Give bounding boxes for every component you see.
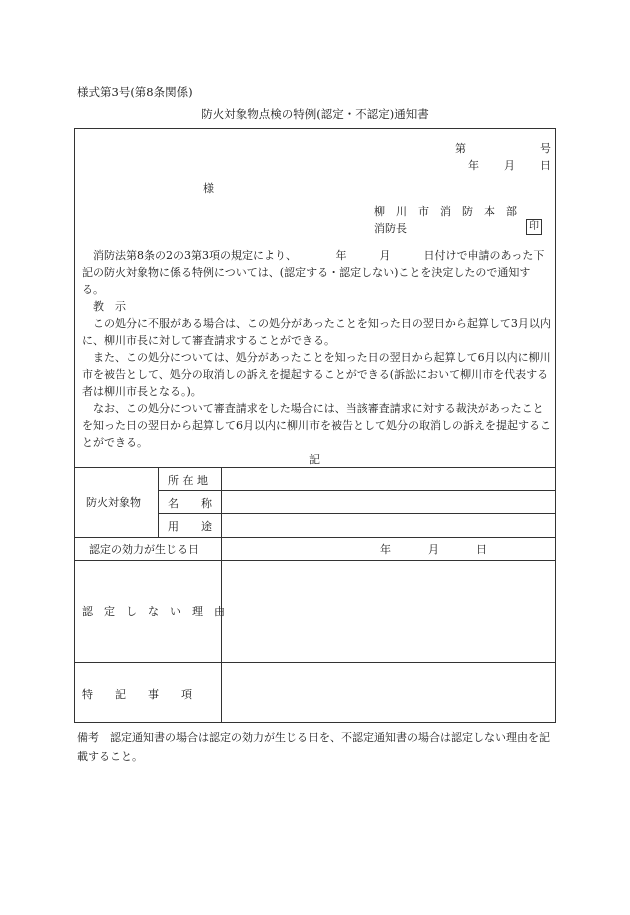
number-label-dai: 第	[455, 142, 466, 155]
fire-prevention-object-label: 防火対象物	[86, 496, 141, 509]
seal-mark: 印	[526, 219, 542, 235]
use-label: 用 途	[168, 520, 212, 533]
paragraph-after-review: なお、この処分について審査請求をした場合には、当該審査請求に対する裁決があったことを知った日の翌日から起算して6月以内に柳川市を被告として処分の取消しの訴えを提起することができる。	[82, 402, 551, 449]
instruction-heading: 教 示	[82, 300, 126, 313]
table-row-line	[158, 490, 556, 491]
date-month-label: 月	[504, 159, 515, 172]
record-heading: 記	[309, 453, 320, 466]
effective-day-label: 日	[476, 543, 487, 556]
table-top-line	[74, 467, 556, 468]
table-row-line	[158, 513, 556, 514]
addressee-suffix: 様	[203, 182, 214, 195]
table-row-line	[74, 662, 556, 663]
paragraph-review-request: この処分に不服がある場合は、この処分があったことを知った日の翌日から起算して3月以内に、柳川市長に対して審査請求することができる。	[82, 317, 551, 347]
paragraph-lawsuit: また、この処分については、処分があったことを知った日の翌日から起算して6月以内に柳川市を被告として、処分の取消しの訴えを提起することができる(訴訟において柳川市を代表する者は柳川市長となる。)。	[82, 351, 551, 398]
document-title: 防火対象物点検の特例(認定・不認定)通知書	[201, 107, 429, 121]
effective-date-label: 認定の効力が生じる日	[89, 543, 199, 556]
form-number: 様式第3号(第8条関係)	[77, 85, 193, 99]
date-year-label: 年	[468, 159, 479, 172]
table-column-line	[221, 467, 222, 723]
special-remarks-label: 特 記 事 項	[82, 688, 192, 701]
date-day-label: 日	[540, 159, 551, 172]
issuer-organization: 柳 川 市 消 防 本 部	[374, 205, 517, 218]
table-column-line	[158, 467, 159, 537]
location-label: 所 在 地	[168, 474, 208, 487]
paragraph-decision: 消防法第8条の2の3第3項の規定により、 年 月 日付けで申請のあった下記の防火対象物に係る特例については、(認定する・認定しない)ことを決定したので通知する。	[82, 249, 545, 296]
table-row-line	[74, 537, 556, 538]
number-label-go: 号	[540, 142, 551, 155]
table-row-line	[74, 560, 556, 561]
effective-year-label: 年	[380, 543, 391, 556]
name-label: 名 称	[168, 497, 212, 510]
effective-month-label: 月	[428, 543, 439, 556]
non-approval-reason-label: 認 定 し な い 理 由	[82, 605, 225, 618]
footnote-remarks: 備考 認定通知書の場合は認定の効力が生じる日を、不認定通知書の場合は認定しない理由を記載すること。	[77, 731, 550, 763]
issuer-title: 消防長	[374, 222, 407, 235]
